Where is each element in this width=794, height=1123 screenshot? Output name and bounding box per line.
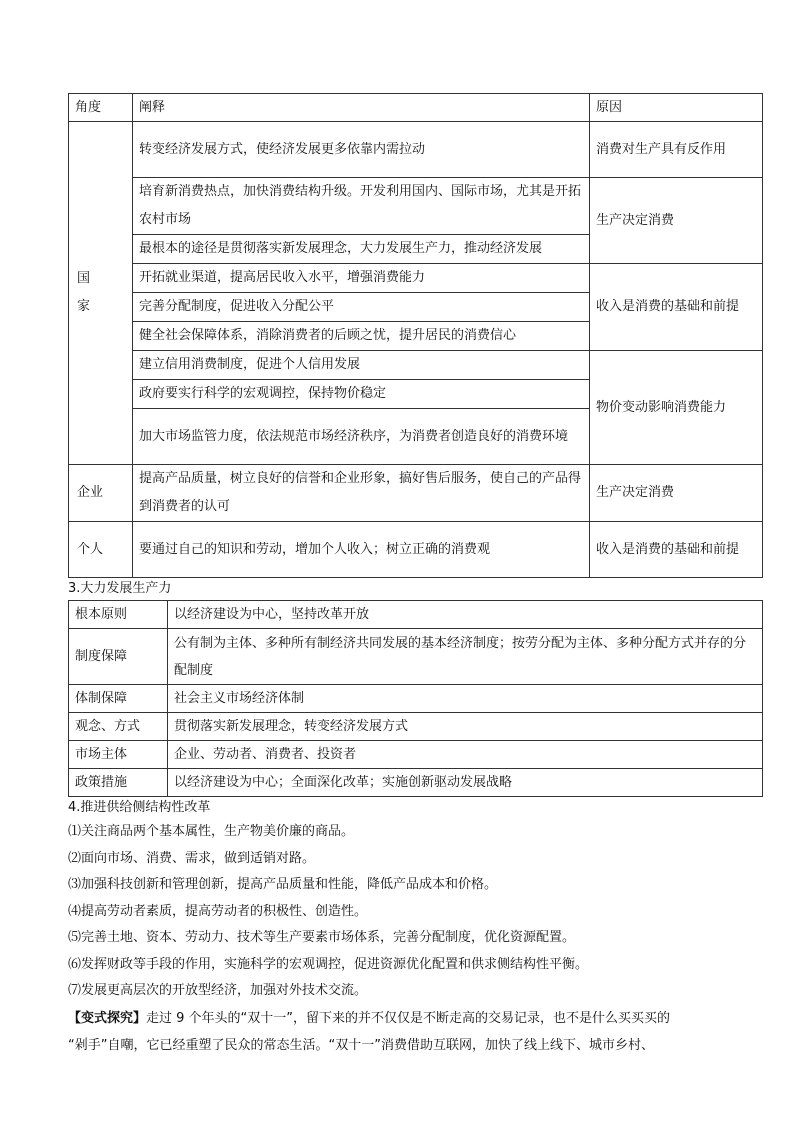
row-value: 以经济建设为中心；全面深化改革；实施创新驱动发展战略 (168, 769, 763, 797)
table-header-row (69, 94, 763, 122)
reason-cell: 消费对生产具有反作用 (590, 122, 763, 178)
table-cell: 健全社会保障体系，消除消费者的后顾之忧，提升居民的消费信心 (133, 322, 590, 351)
table-cell: 最根本的途径是贯彻落实新发展理念，大力发展生产力，推动经济发展 (133, 235, 590, 264)
list-item: ⑹发挥财政等手段的作用，实施科学的宏观调控，促进资源优化配置和供求侧结构性平衡。 (68, 956, 589, 972)
table-row (69, 741, 763, 769)
table-row (69, 122, 763, 178)
row-label: 政策措施 (69, 769, 168, 797)
table-row (69, 713, 763, 741)
country-label-line2: 家 (77, 299, 91, 314)
document-page (68, 93, 762, 1059)
reason-cell: 收入是消费的基础和前提 (590, 264, 763, 351)
table-cell: 加大市场监管力度，依法规范市场经济秩序，为消费者创造良好的消费环境 (133, 409, 590, 465)
table-cell: 培育新消费热点，加快消费结构升级。开发利用国内、国际市场，尤其是开拓农村市场 (133, 178, 590, 235)
variant-line1: 走过 9 个年头的“双十一”，留下来的并不仅仅是不断走高的交易记录，也不是什么买买买的 (146, 1010, 671, 1026)
individual-text: 要通过自己的知识和劳动，增加个人收入；树立正确的消费观 (133, 522, 590, 578)
list-item: ⑺发展更高层次的开放型经济，加强对外技术交流。 (68, 983, 368, 998)
section3-title: 3.大力发展生产力 (68, 581, 172, 596)
table-cell: 转变经济发展方式，使经济发展更多依靠内需拉动 (133, 122, 590, 178)
row-label: 制度保障 (69, 629, 168, 685)
table-row (69, 769, 763, 797)
row-label: 观念、方式 (69, 713, 168, 741)
enterprise-text: 提高产品质量，树立良好的信誉和企业形象，搞好售后服务，使自己的产品得到消费者的认可 (133, 465, 590, 522)
table-cell: 完善分配制度，促进收入分配公平 (133, 293, 590, 322)
table-row (69, 522, 763, 578)
individual-reason: 收入是消费的基础和前提 (590, 522, 763, 578)
productivity-table (68, 600, 763, 797)
variant-tag: 【变式探究】 (68, 1010, 147, 1026)
table-cell: 政府要实行科学的宏观调控，保持物价稳定 (133, 380, 590, 409)
table-row (69, 685, 763, 713)
row-value: 企业、劳动者、消费者、投资者 (168, 741, 763, 769)
reason-cell: 生产决定消费 (590, 178, 763, 264)
section4-title: 4.推进供给侧结构性改革 (68, 800, 211, 815)
list-item: ⑷提高劳动者素质，提高劳动者的积极性、创造性。 (68, 903, 368, 919)
table-row (69, 178, 763, 235)
reason-cell: 物价变动影响消费能力 (590, 351, 763, 465)
table-cell: 开拓就业渠道，提高居民收入水平，增强消费能力 (133, 264, 590, 293)
table-row (69, 465, 763, 522)
individual-label: 个人 (69, 522, 133, 578)
row-label: 体制保障 (69, 685, 168, 713)
table-row (69, 351, 763, 380)
consumption-measures-table (68, 93, 763, 578)
table-row (69, 264, 763, 293)
variant-paragraph (68, 1005, 762, 1059)
table-row (69, 629, 763, 685)
list-item: ⑸完善土地、资本、劳动力、技术等生产要素市场体系，完善分配制度，优化资源配置。 (68, 930, 576, 945)
country-label-cell (69, 122, 133, 465)
table-row (69, 601, 763, 629)
row-value: 贯彻落实新发展理念，转变经济发展方式 (168, 713, 763, 741)
header-angle: 角度 (69, 94, 133, 122)
list-item: ⑶加强科技创新和管理创新，提高产品质量和性能，降低产品成本和价格。 (68, 877, 498, 892)
country-label-line1: 国 (77, 271, 91, 286)
row-value: 公有制为主体、多种所有制经济共同发展的基本经济制度；按劳分配为主体、多种分配方式并存的分配制度 (168, 629, 763, 685)
list-item: ⑴关注商品两个基本属性，生产物美价廉的商品。 (68, 824, 355, 839)
list-item: ⑵面向市场、消费、需求，做到适销对路。 (68, 850, 316, 866)
enterprise-reason: 生产决定消费 (590, 465, 763, 522)
header-reason: 原因 (590, 94, 763, 122)
header-explanation: 阐释 (133, 94, 590, 122)
variant-line2: “剁手”自嘲，它已经重塑了民众的常态生活。“双十一”消费借助互联网，加快了线上线下、城市乡村、 (68, 1037, 654, 1053)
row-value: 社会主义市场经济体制 (168, 685, 763, 713)
section4-list (68, 819, 762, 1005)
row-label: 根本原则 (69, 601, 168, 629)
row-value: 以经济建设为中心，坚持改革开放 (168, 601, 763, 629)
enterprise-label: 企业 (69, 465, 133, 522)
table-cell: 建立信用消费制度，促进个人信用发展 (133, 351, 590, 380)
row-label: 市场主体 (69, 741, 168, 769)
